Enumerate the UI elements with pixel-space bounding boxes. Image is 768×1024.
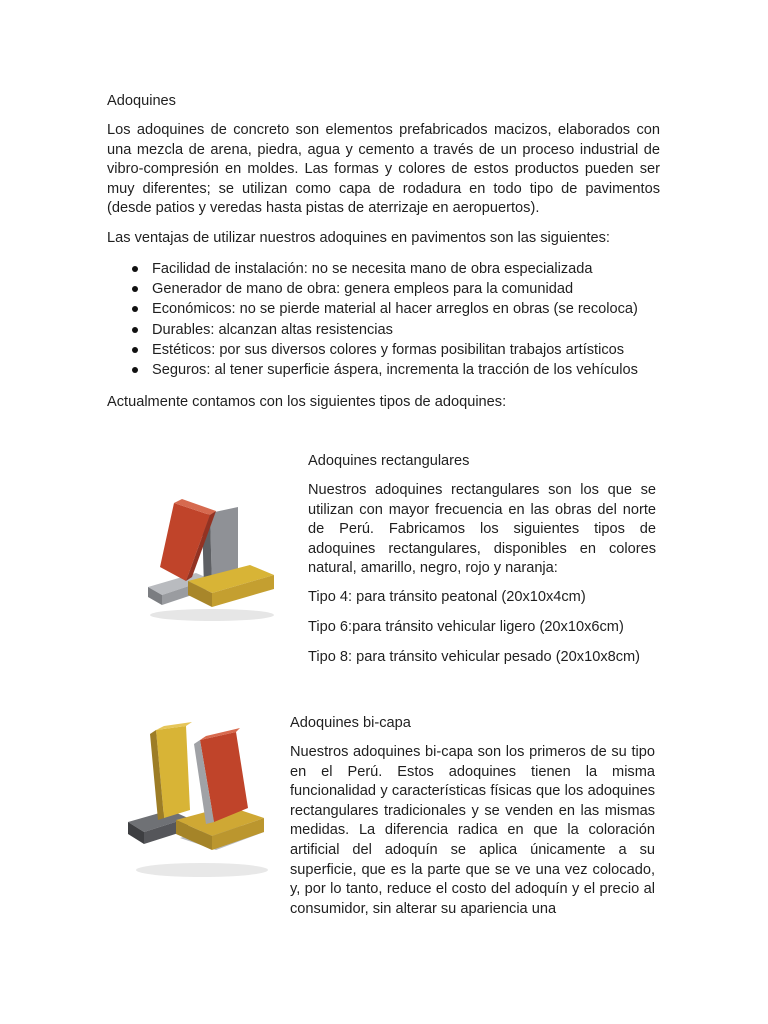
list-item: Facilidad de instalación: no se necesita mano de obra especializada [107,259,667,279]
list-item: Económicos: no se pierde material al hacer arreglos en obras (se recoloca) [107,299,667,319]
rectangular-pavers-image [140,495,280,625]
bicapa-description: Nuestros adoquines bi-capa son los primeros de su tipo en el Perú. Estos adoquines tienen la misma funcionalidad y características físicas que los adoquines rectangulares tradicionales y se venden en las mismas medidas. La diferencia radica en que la coloración artificial del adoquín se aplica únicamente a su superficie, que es la parte que se ve una vez colocado, y, por lo tanto, reduce el costo del adoquín y el precio al consumidor, sin alterar su apariencia una [290,744,655,917]
list-item: Durables: alcanzan altas resistencias [107,320,667,340]
list-item: Estéticos: por sus diversos colores y formas posibilitan trabajos artísticos [107,340,667,360]
list-item: Seguros: al tener superficie áspera, incrementa la tracción de los vehículos [107,360,667,380]
intro-paragraph: Los adoquines de concreto son elementos prefabricados macizos, elaborados con una mezcla de arena, piedra, agua y cemento a través de un proceso industrial de vibro-compresión en moldes. Las formas y colores de estos productos pueden ser muy diferentes; se utilizan como capa de rodadura en todo tipo de pavimentos (desde patios y veredas hasta pistas de aterrizaje en aeropuertos). [107,122,660,217]
bicapa-pavers-image [124,720,274,880]
tipo-6-line: Tipo 6:para tránsito vehicular ligero (20x10x6cm) [308,619,624,635]
advantages-intro: Las ventajas de utilizar nuestros adoquines en pavimentos son las siguientes: [107,230,610,246]
tipo-8-line: Tipo 8: para tránsito vehicular pesado (20x10x8cm) [308,649,641,665]
rectangular-description: Nuestros adoquines rectangulares son los que se utilizan con mayor frecuencia en las obras del norte de Perú. Fabricamos los siguientes tipos de adoquines rectangulares, disponibles en colores natural, amarillo, negro, rojo y naranja: [308,482,656,577]
rectangular-title: Adoquines rectangulares [308,453,470,469]
list-item: Generador de mano de obra: genera empleos para la comunidad [107,279,667,299]
tipo-4-line: Tipo 4: para tránsito peatonal (20x10x4cm) [308,589,586,605]
types-intro: Actualmente contamos con los siguientes tipos de adoquines: [107,394,507,410]
document-title: Adoquines [107,93,176,109]
bicapa-title: Adoquines bi-capa [290,715,411,731]
advantages-list [107,259,667,380]
shadow [150,609,274,621]
shadow [136,863,268,877]
